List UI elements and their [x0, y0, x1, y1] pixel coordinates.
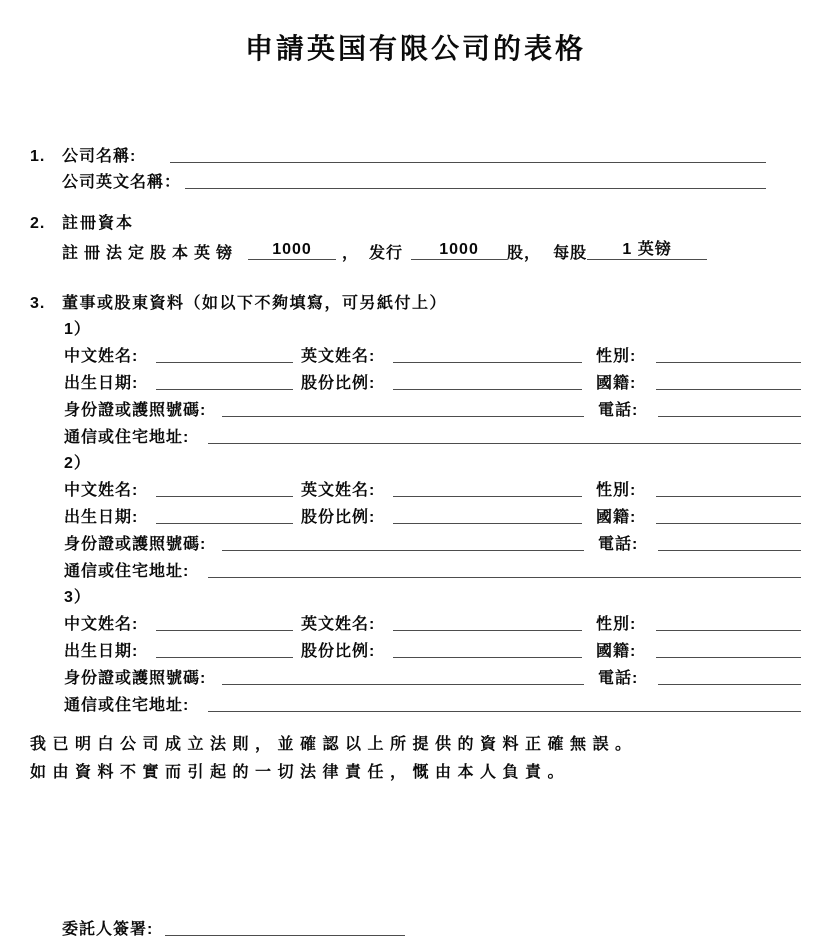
chinese-name-field	[156, 630, 293, 631]
comma-separator: ，	[342, 245, 360, 262]
nationality-field	[656, 657, 801, 658]
id-passport-label: 身份證或護照號碼:	[64, 402, 207, 419]
section3-heading-row	[30, 287, 801, 313]
birth-date-label: 出生日期:	[64, 375, 139, 392]
english-name-label: 英文姓名:	[301, 348, 376, 365]
signature-label: 委託人簽署:	[62, 921, 154, 937]
id-passport-field	[222, 550, 584, 551]
chinese-name-label: 中文姓名:	[64, 482, 139, 499]
issued-shares-suffix: 股，	[507, 245, 542, 262]
nationality-label: 國籍:	[596, 375, 637, 392]
section2-heading-row	[30, 207, 801, 233]
address-row	[30, 688, 801, 715]
authorized-capital-label: 註冊法定股本英镑	[62, 245, 239, 262]
company-en-name-field	[185, 188, 766, 189]
capital-detail-row	[62, 233, 801, 263]
shareholder-entry-1	[30, 313, 801, 447]
declaration-line-1: 我已明白公司成立法則，並確認以上所提供的資料正確無誤。	[30, 736, 638, 753]
id-passport-label: 身份證或護照號碼:	[64, 536, 207, 553]
gender-field	[656, 362, 801, 363]
section-directors-shareholders	[30, 287, 801, 715]
phone-label: 電話:	[598, 402, 639, 419]
shareholder-entry-3	[30, 581, 801, 715]
declaration-line-2: 如由資料不實而引起的一切法律責任，慨由本人負責。	[30, 764, 571, 781]
section-company-name	[30, 140, 801, 192]
id-passport-field	[222, 684, 584, 685]
gender-label: 性別:	[596, 616, 637, 633]
birth-row	[30, 634, 801, 661]
chinese-name-field	[156, 496, 293, 497]
phone-field	[658, 550, 801, 551]
section3-heading: 董事或股東資料（如以下不夠填寫，可另紙付上）	[62, 295, 448, 312]
phone-field	[658, 684, 801, 685]
nationality-label: 國籍:	[596, 643, 637, 660]
company-en-name-row	[62, 166, 766, 192]
name-row	[30, 473, 801, 500]
english-name-field	[393, 630, 582, 631]
id-row	[30, 527, 801, 554]
gender-field	[656, 630, 801, 631]
english-name-field	[393, 496, 582, 497]
gender-field	[656, 496, 801, 497]
share-ratio-label: 股份比例:	[301, 509, 376, 526]
address-row	[30, 420, 801, 447]
company-name-field	[170, 162, 766, 163]
birth-date-field	[156, 657, 293, 658]
name-row	[30, 339, 801, 366]
birth-row	[30, 366, 801, 393]
english-name-label: 英文姓名:	[301, 616, 376, 633]
birth-date-label: 出生日期:	[64, 509, 139, 526]
id-passport-label: 身份證或護照號碼:	[64, 670, 207, 687]
nationality-field	[656, 523, 801, 524]
chinese-name-field	[156, 362, 293, 363]
issued-shares-label: 发行	[369, 245, 404, 262]
page-title: 申請英国有限公司的表格	[244, 33, 586, 64]
address-field	[208, 577, 801, 578]
nationality-field	[656, 389, 801, 390]
section2-heading: 註冊資本	[62, 215, 135, 232]
share-ratio-field	[393, 523, 582, 524]
signature-row	[62, 913, 801, 937]
entry-index: 3）	[64, 589, 91, 606]
entry-index: 1）	[64, 321, 91, 338]
company-name-row	[30, 140, 766, 166]
per-share-label: 每股	[553, 245, 588, 262]
chinese-name-label: 中文姓名:	[64, 348, 139, 365]
address-field	[208, 443, 801, 444]
per-share-value: 1 英镑	[587, 236, 707, 260]
shareholder-entry-2	[30, 447, 801, 581]
share-ratio-field	[393, 389, 582, 390]
birth-date-field	[156, 389, 293, 390]
phone-label: 電話:	[598, 670, 639, 687]
id-row	[30, 393, 801, 420]
signature-field	[165, 935, 405, 936]
address-label: 通信或住宅地址:	[64, 563, 190, 580]
phone-label: 電話:	[598, 536, 639, 553]
phone-field	[658, 416, 801, 417]
chinese-name-label: 中文姓名:	[64, 616, 139, 633]
company-en-name-label: 公司英文名稱：	[62, 174, 182, 191]
share-ratio-label: 股份比例:	[301, 375, 376, 392]
address-label: 通信或住宅地址:	[64, 697, 190, 714]
id-row	[30, 661, 801, 688]
declaration	[30, 731, 801, 787]
authorized-capital-value: 1000	[248, 241, 336, 260]
name-row	[30, 607, 801, 634]
company-name-label: 公司名稱:	[62, 148, 137, 165]
section3-number: 3.	[30, 295, 46, 312]
birth-date-label: 出生日期:	[64, 643, 139, 660]
section1-number: 1.	[30, 148, 46, 165]
nationality-label: 國籍:	[596, 509, 637, 526]
section2-number: 2.	[30, 215, 46, 232]
gender-label: 性別:	[596, 348, 637, 365]
id-passport-field	[222, 416, 584, 417]
birth-row	[30, 500, 801, 527]
english-name-label: 英文姓名:	[301, 482, 376, 499]
share-ratio-field	[393, 657, 582, 658]
issued-shares-value: 1000	[411, 241, 507, 260]
share-ratio-label: 股份比例:	[301, 643, 376, 660]
entry-index: 2）	[64, 455, 91, 472]
address-field	[208, 711, 801, 712]
birth-date-field	[156, 523, 293, 524]
english-name-field	[393, 362, 582, 363]
gender-label: 性別:	[596, 482, 637, 499]
address-row	[30, 554, 801, 581]
address-label: 通信或住宅地址:	[64, 429, 190, 446]
section-registered-capital	[30, 207, 801, 263]
